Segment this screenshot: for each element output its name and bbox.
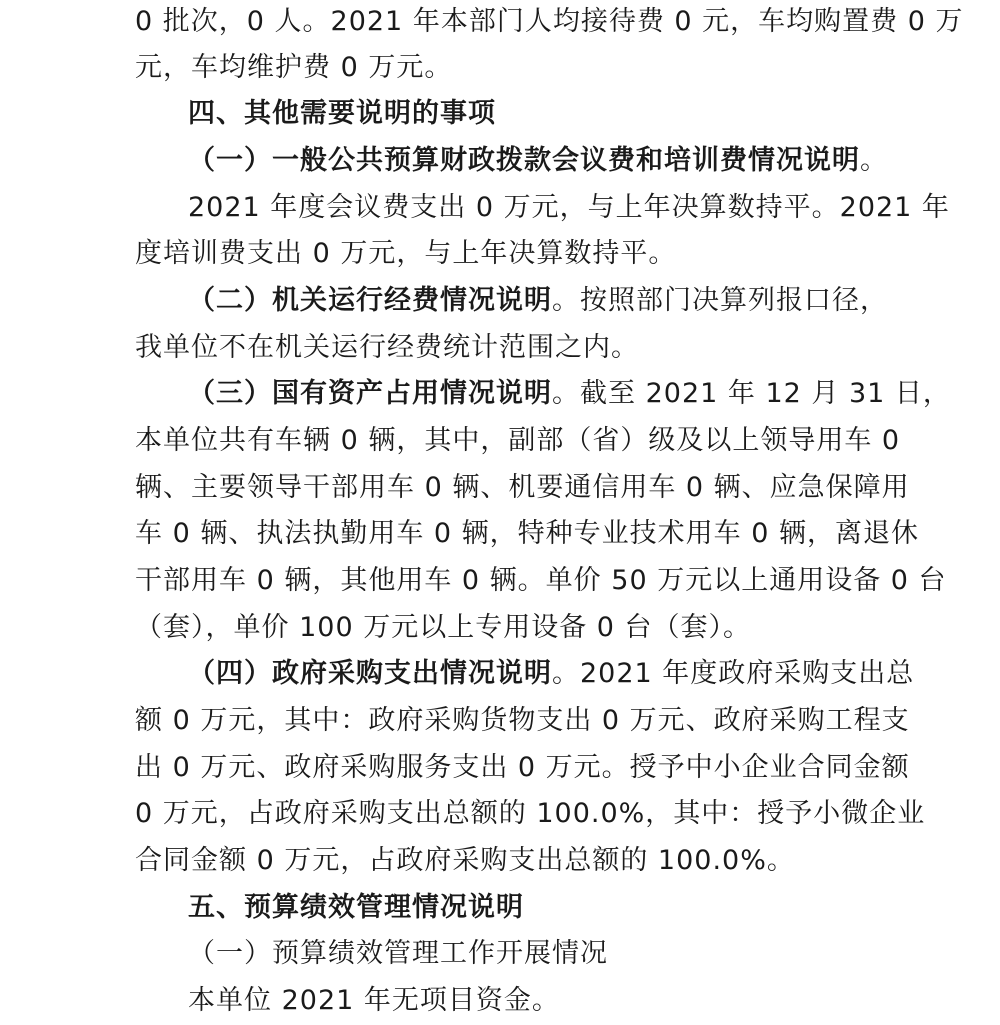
subsection-title-tail: 。按照部门决算列报口径， <box>552 285 888 316</box>
subsection-title-tail: 。2021 年度政府采购支出总 <box>552 658 915 689</box>
section-heading-other-matters: 四、其他需要说明的事项 <box>188 98 496 129</box>
subsection-heading-meeting-training <box>188 136 1000 185</box>
paragraph-line: 本单位共有车辆 0 辆，其中，副部（省）级及以上领导用车 0 <box>135 425 901 456</box>
paragraph-line: 车 0 辆、执法执勤用车 0 辆，特种专业技术用车 0 辆，离退休 <box>135 518 920 549</box>
subsection-title: （一）一般公共预算财政拨款会议费和培训费情况说明 <box>188 145 860 176</box>
subsection-title: （四）政府采购支出情况说明 <box>188 658 552 689</box>
paragraph-line: 出 0 万元、政府采购服务支出 0 万元。授予中小企业合同金额 <box>135 752 910 783</box>
paragraph-line: 元，车均维护费 0 万元。 <box>135 52 453 83</box>
paragraph-line: 2021 年度会议费支出 0 万元，与上年决算数持平。2021 年 <box>188 192 950 223</box>
subsection-heading-performance-work: （一）预算绩效管理工作开展情况 <box>188 938 608 969</box>
paragraph-line: 额 0 万元，其中：政府采购货物支出 0 万元、政府采购工程支 <box>135 705 910 736</box>
subsection-title-tail: 。截至 2021 年 12 月 31 日， <box>552 378 951 409</box>
paragraph-line: （套），单价 100 万元以上专用设备 0 台（套）。 <box>135 612 752 643</box>
section-heading-performance: 五、预算绩效管理情况说明 <box>188 892 524 923</box>
paragraph-line: 合同金额 0 万元，占政府采购支出总额的 100.0%。 <box>135 845 795 876</box>
subsection-title-tail: 。 <box>860 145 888 176</box>
paragraph-line: 我单位不在机关运行经费统计范围之内。 <box>135 332 639 363</box>
paragraph-line: 干部用车 0 辆，其他用车 0 辆。单价 50 万元以上通用设备 0 台 <box>135 565 947 596</box>
subsection-heading-state-assets <box>188 369 1000 418</box>
subsection-heading-operating-expenses <box>188 276 1000 325</box>
paragraph-line: 辆、主要领导干部用车 0 辆、机要通信用车 0 辆、应急保障用 <box>135 472 910 503</box>
subsection-heading-procurement <box>188 649 1000 698</box>
subsection-title: （二）机关运行经费情况说明 <box>188 285 552 316</box>
paragraph-line: 0 批次，0 人。2021 年本部门人均接待费 0 元，车均购置费 0 万 <box>135 6 964 37</box>
subsection-title: （三）国有资产占用情况说明 <box>188 378 552 409</box>
paragraph-line: 0 万元，占政府采购支出总额的 100.0%，其中：授予小微企业 <box>135 798 926 829</box>
paragraph-line: 本单位 2021 年无项目资金。 <box>188 985 560 1016</box>
paragraph-line: 度培训费支出 0 万元，与上年决算数持平。 <box>135 238 677 269</box>
